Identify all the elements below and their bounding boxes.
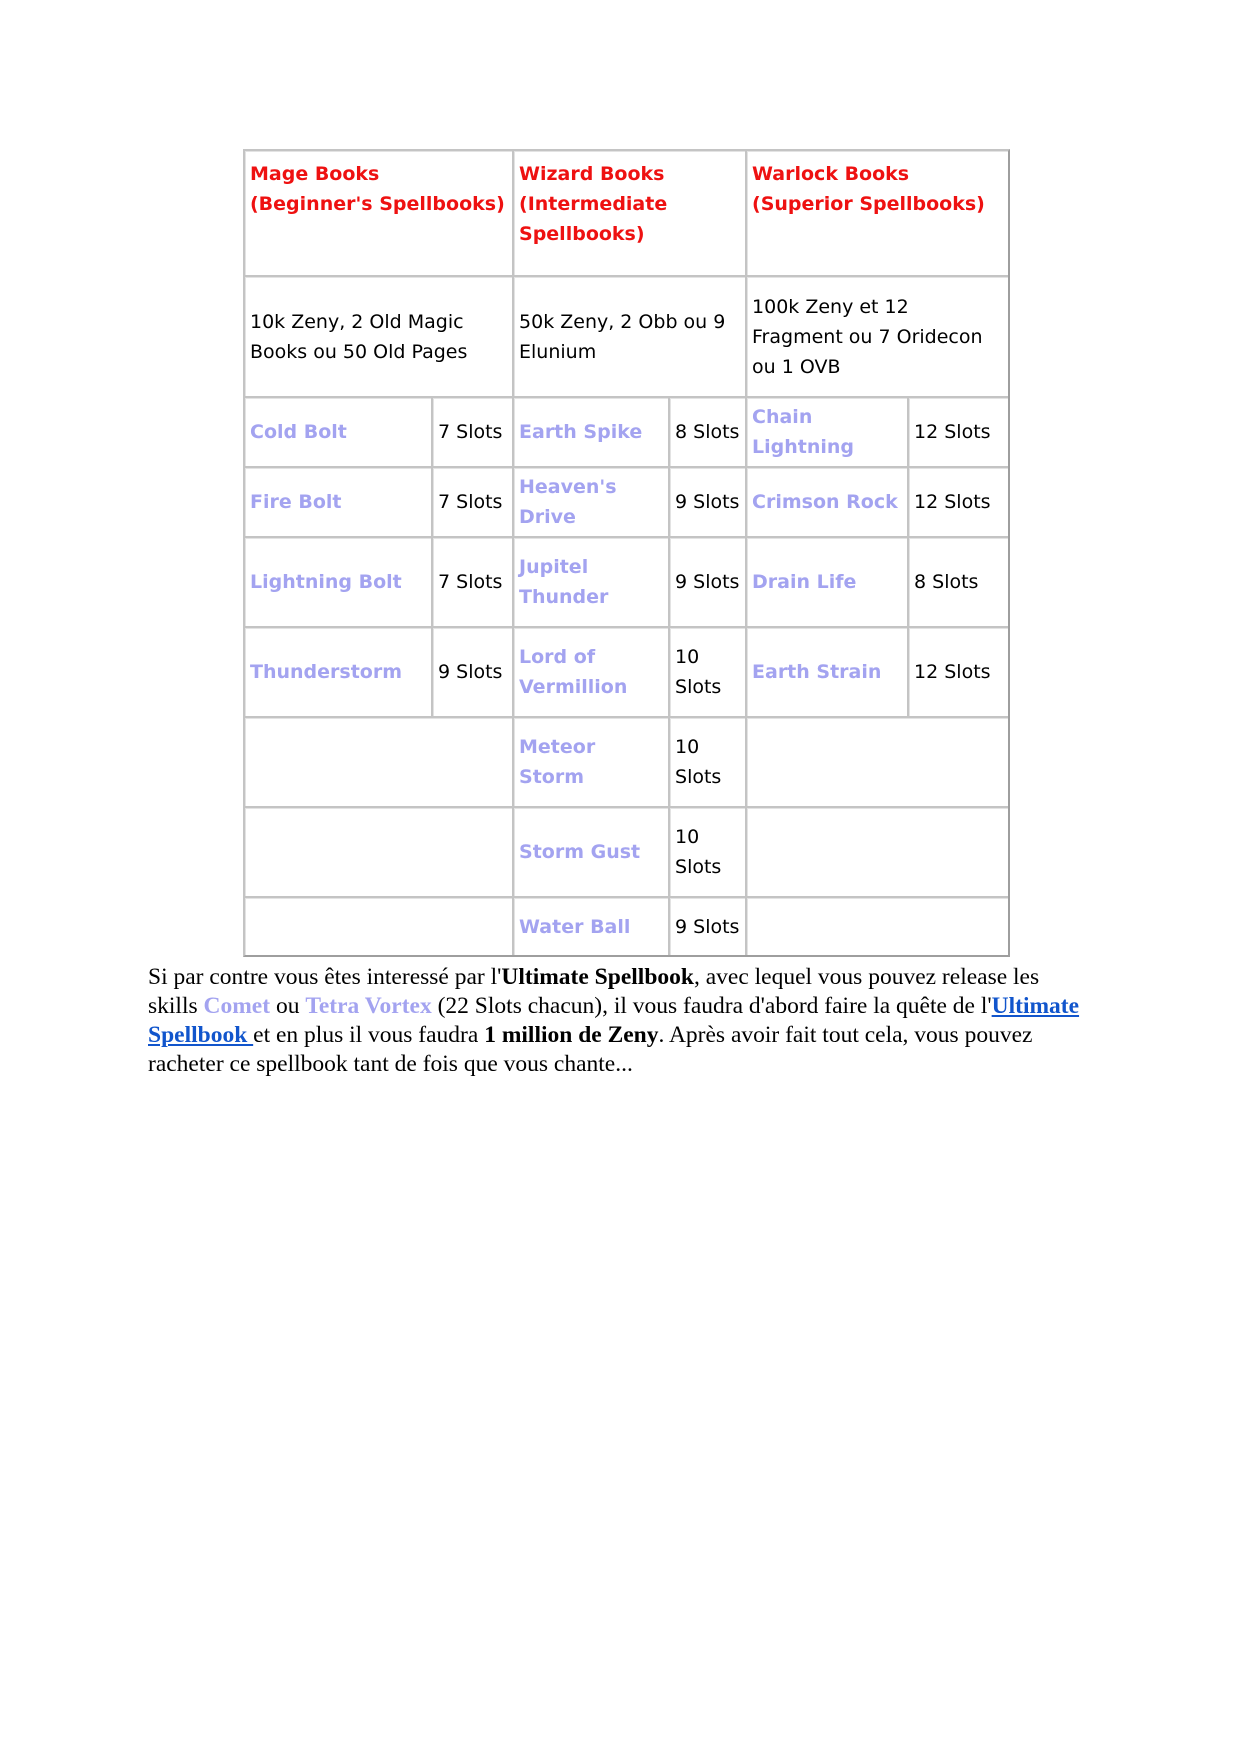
paragraph-text: (22 Slots chacun), il vous faudra d'abord faire la quête de l' [431, 993, 992, 1019]
header-mage-label: Mage Books (Beginner's Spellbooks) [250, 163, 505, 215]
table-row [245, 628, 1008, 718]
spell-name: Meteor Storm [514, 718, 670, 808]
table-row [245, 398, 1008, 468]
spell-name: Lightning Bolt [245, 538, 433, 628]
spell-slots: 10 Slots [670, 628, 747, 718]
ultimate-spellbook-bold: Ultimate Spellbook [501, 964, 694, 990]
spell-name: Earth Strain [747, 628, 909, 718]
paragraph-text: . Après avoir fait tout cela, vous pouvez racheter ce spellbook tant de fois que vous chante... [148, 1022, 1033, 1077]
header-wizard [514, 151, 747, 277]
table-row [245, 718, 1008, 808]
spell-slots: 12 Slots [909, 628, 1008, 718]
spell-name: Lord of Vermillion [514, 628, 670, 718]
paragraph-text: Si par contre vous êtes interessé par l' [148, 964, 502, 990]
spell-slots: 7 Slots [433, 398, 514, 468]
spell-slots: 8 Slots [909, 538, 1008, 628]
paragraph-text: ou [270, 993, 306, 1019]
cost-warlock: 100k Zeny et 12 Fragment ou 7 Oridecon ou 1 OVB [747, 277, 1008, 398]
cost-row [245, 277, 1008, 398]
empty-cell [747, 808, 1008, 898]
table-row [245, 898, 1008, 955]
spell-slots: 12 Slots [909, 398, 1008, 468]
cost-mage: 10k Zeny, 2 Old Magic Books ou 50 Old Pages [245, 277, 514, 398]
spell-name: Cold Bolt [245, 398, 433, 468]
header-mage [245, 151, 514, 277]
spell-name: Heaven's Drive [514, 468, 670, 538]
empty-cell [747, 718, 1008, 808]
ultimate-spellbook-link[interactable]: Ultimate Spellbook [148, 993, 1080, 1048]
spell-name: Thunderstorm [245, 628, 433, 718]
spell-slots: 7 Slots [433, 538, 514, 628]
spell-slots: 8 Slots [670, 398, 747, 468]
zeny-amount-bold: 1 million de Zeny [484, 1022, 659, 1048]
empty-cell [747, 898, 1008, 955]
spell-slots: 9 Slots [670, 538, 747, 628]
paragraph-text: et en plus il vous faudra [253, 1022, 485, 1048]
spell-slots: 7 Slots [433, 468, 514, 538]
ultimate-spellbook-paragraph [148, 963, 1088, 1079]
header-warlock-label: Warlock Books (Superior Spellbooks) [752, 163, 985, 215]
spell-name: Water Ball [514, 898, 670, 955]
spell-slots: 9 Slots [433, 628, 514, 718]
spell-slots: 12 Slots [909, 468, 1008, 538]
table-row [245, 538, 1008, 628]
header-warlock [747, 151, 1008, 277]
spell-name: Storm Gust [514, 808, 670, 898]
skill-tetra-vortex: Tetra Vortex [305, 993, 432, 1019]
spell-name: Earth Spike [514, 398, 670, 468]
empty-cell [245, 718, 514, 808]
paragraph-text: , avec lequel vous pouvez release les skills [148, 964, 1040, 1019]
empty-cell [245, 808, 514, 898]
spell-name: Fire Bolt [245, 468, 433, 538]
spell-slots: 10 Slots [670, 718, 747, 808]
cost-wizard: 50k Zeny, 2 Obb ou 9 Elunium [514, 277, 747, 398]
skill-comet: Comet [203, 993, 271, 1019]
spell-slots: 9 Slots [670, 898, 747, 955]
spell-slots: 9 Slots [670, 468, 747, 538]
spell-name: Jupitel Thunder [514, 538, 670, 628]
table-row [245, 808, 1008, 898]
header-wizard-label: Wizard Books (Intermediate Spellbooks) [519, 163, 668, 245]
table-row [245, 468, 1008, 538]
spell-slots: 10 Slots [670, 808, 747, 898]
spell-name: Drain Life [747, 538, 909, 628]
header-row [245, 151, 1008, 277]
spell-name: Chain Lightning [747, 398, 909, 468]
spellbook-table [243, 149, 1010, 957]
empty-cell [245, 898, 514, 955]
spell-name: Crimson Rock [747, 468, 909, 538]
